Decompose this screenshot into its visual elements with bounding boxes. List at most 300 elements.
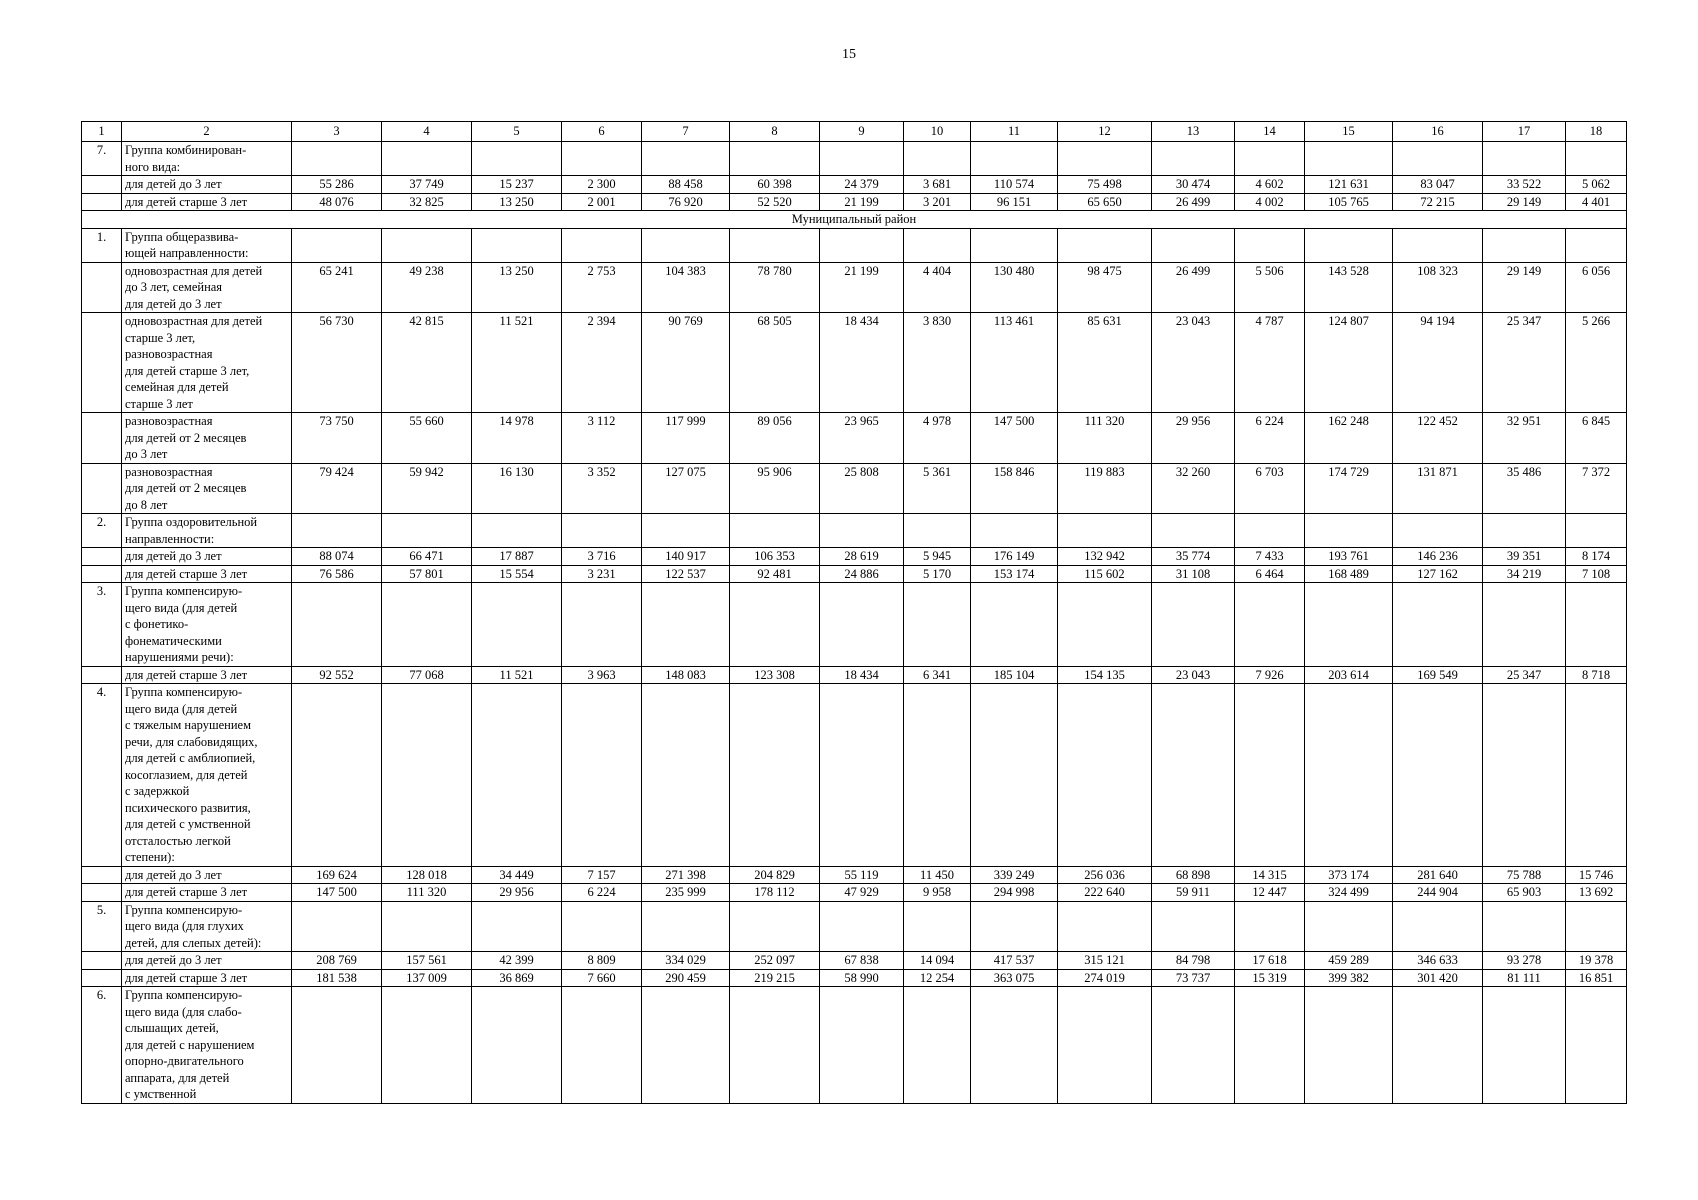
- value-cell: [904, 514, 971, 548]
- value-cell: 65 241: [292, 262, 382, 313]
- value-cell: 18 434: [820, 313, 904, 413]
- row-index: [82, 262, 122, 313]
- column-number-row: [82, 122, 1627, 142]
- value-cell: [642, 901, 730, 952]
- value-cell: [1058, 228, 1152, 262]
- value-cell: 28 619: [820, 548, 904, 566]
- value-cell: 42 815: [382, 313, 472, 413]
- value-cell: 15 319: [1235, 969, 1305, 987]
- value-cell: 162 248: [1305, 413, 1393, 464]
- value-cell: 203 614: [1305, 666, 1393, 684]
- value-cell: 81 111: [1483, 969, 1566, 987]
- value-cell: 14 315: [1235, 866, 1305, 884]
- value-cell: [904, 684, 971, 867]
- value-cell: 48 076: [292, 193, 382, 211]
- value-cell: [904, 987, 971, 1104]
- value-cell: 143 528: [1305, 262, 1393, 313]
- section-row: [82, 211, 1627, 229]
- value-cell: 15 237: [472, 176, 562, 194]
- value-cell: 93 278: [1483, 952, 1566, 970]
- value-cell: [472, 514, 562, 548]
- row-label: разновозрастная для детей от 2 месяцев до 3 лет: [122, 413, 292, 464]
- value-cell: [1483, 684, 1566, 867]
- table-row: [82, 666, 1627, 684]
- value-cell: [730, 228, 820, 262]
- value-cell: 281 640: [1393, 866, 1483, 884]
- value-cell: [1566, 987, 1627, 1104]
- value-cell: 106 353: [730, 548, 820, 566]
- column-number-cell: 2: [122, 122, 292, 142]
- value-cell: 324 499: [1305, 884, 1393, 902]
- value-cell: 147 500: [292, 884, 382, 902]
- value-cell: 7 108: [1566, 565, 1627, 583]
- value-cell: 23 965: [820, 413, 904, 464]
- value-cell: 122 537: [642, 565, 730, 583]
- value-cell: 34 219: [1483, 565, 1566, 583]
- value-cell: 55 660: [382, 413, 472, 464]
- group-header-row: [82, 901, 1627, 952]
- value-cell: [562, 987, 642, 1104]
- value-cell: [1152, 987, 1235, 1104]
- row-index: [82, 565, 122, 583]
- row-index: [82, 176, 122, 194]
- value-cell: [971, 583, 1058, 667]
- row-index: [82, 193, 122, 211]
- value-cell: 178 112: [730, 884, 820, 902]
- column-number-cell: 3: [292, 122, 382, 142]
- value-cell: 37 749: [382, 176, 472, 194]
- value-cell: 52 520: [730, 193, 820, 211]
- value-cell: [1483, 987, 1566, 1104]
- row-label: для детей до 3 лет: [122, 866, 292, 884]
- value-cell: [472, 228, 562, 262]
- value-cell: 4 602: [1235, 176, 1305, 194]
- value-cell: 7 660: [562, 969, 642, 987]
- value-cell: 16 851: [1566, 969, 1627, 987]
- value-cell: 334 029: [642, 952, 730, 970]
- group-label: Группа компенсирую- щего вида (для глухих детей, для слепых детей):: [122, 901, 292, 952]
- value-cell: 6 056: [1566, 262, 1627, 313]
- value-cell: [472, 142, 562, 176]
- row-index: [82, 952, 122, 970]
- value-cell: 96 151: [971, 193, 1058, 211]
- value-cell: 301 420: [1393, 969, 1483, 987]
- value-cell: 5 266: [1566, 313, 1627, 413]
- value-cell: 168 489: [1305, 565, 1393, 583]
- value-cell: 92 552: [292, 666, 382, 684]
- group-label: Группа компенсирую- щего вида (для детей с фонетико- фонематическими нарушениями речи):: [122, 583, 292, 667]
- table-row: [82, 413, 1627, 464]
- value-cell: 185 104: [971, 666, 1058, 684]
- value-cell: 12 254: [904, 969, 971, 987]
- value-cell: [642, 987, 730, 1104]
- value-cell: 35 774: [1152, 548, 1235, 566]
- value-cell: [1483, 901, 1566, 952]
- value-cell: 3 830: [904, 313, 971, 413]
- value-cell: [1305, 142, 1393, 176]
- column-number-cell: 12: [1058, 122, 1152, 142]
- value-cell: 235 999: [642, 884, 730, 902]
- value-cell: 121 631: [1305, 176, 1393, 194]
- row-label: для детей старше 3 лет: [122, 565, 292, 583]
- value-cell: 13 250: [472, 262, 562, 313]
- value-cell: 127 075: [642, 463, 730, 514]
- value-cell: [1235, 583, 1305, 667]
- value-cell: [292, 514, 382, 548]
- value-cell: 88 074: [292, 548, 382, 566]
- row-label: для детей старше 3 лет: [122, 193, 292, 211]
- row-index: 6.: [82, 987, 122, 1104]
- value-cell: 90 769: [642, 313, 730, 413]
- value-cell: 65 903: [1483, 884, 1566, 902]
- value-cell: 84 798: [1152, 952, 1235, 970]
- value-cell: 13 692: [1566, 884, 1627, 902]
- value-cell: [292, 684, 382, 867]
- row-label: для детей старше 3 лет: [122, 969, 292, 987]
- value-cell: [1566, 583, 1627, 667]
- value-cell: 294 998: [971, 884, 1058, 902]
- value-cell: 148 083: [642, 666, 730, 684]
- value-cell: 76 920: [642, 193, 730, 211]
- value-cell: 6 464: [1235, 565, 1305, 583]
- value-cell: 83 047: [1393, 176, 1483, 194]
- value-cell: 157 561: [382, 952, 472, 970]
- row-index: [82, 413, 122, 464]
- value-cell: 6 224: [1235, 413, 1305, 464]
- value-cell: 55 119: [820, 866, 904, 884]
- value-cell: [820, 142, 904, 176]
- value-cell: [1235, 142, 1305, 176]
- value-cell: 6 845: [1566, 413, 1627, 464]
- value-cell: 17 618: [1235, 952, 1305, 970]
- value-cell: 7 433: [1235, 548, 1305, 566]
- value-cell: [904, 142, 971, 176]
- column-number-cell: 1: [82, 122, 122, 142]
- value-cell: [971, 514, 1058, 548]
- value-cell: 75 788: [1483, 866, 1566, 884]
- value-cell: [971, 901, 1058, 952]
- table-row: [82, 969, 1627, 987]
- value-cell: 55 286: [292, 176, 382, 194]
- value-cell: 88 458: [642, 176, 730, 194]
- value-cell: 244 904: [1393, 884, 1483, 902]
- column-number-cell: 4: [382, 122, 472, 142]
- value-cell: 123 308: [730, 666, 820, 684]
- value-cell: 339 249: [971, 866, 1058, 884]
- value-cell: 7 926: [1235, 666, 1305, 684]
- value-cell: 17 887: [472, 548, 562, 566]
- row-label: одновозрастная для детей старше 3 лет, разновозрастная для детей старше 3 лет, семейная для детей старше 3 лет: [122, 313, 292, 413]
- value-cell: 23 043: [1152, 666, 1235, 684]
- value-cell: 274 019: [1058, 969, 1152, 987]
- value-cell: [971, 684, 1058, 867]
- value-cell: 5 170: [904, 565, 971, 583]
- column-number-cell: 9: [820, 122, 904, 142]
- value-cell: 16 130: [472, 463, 562, 514]
- value-cell: [730, 583, 820, 667]
- row-index: [82, 884, 122, 902]
- value-cell: [1152, 142, 1235, 176]
- value-cell: 127 162: [1393, 565, 1483, 583]
- table-row: [82, 548, 1627, 566]
- value-cell: 193 761: [1305, 548, 1393, 566]
- value-cell: 36 869: [472, 969, 562, 987]
- column-number-cell: 15: [1305, 122, 1393, 142]
- value-cell: [971, 228, 1058, 262]
- value-cell: [1483, 228, 1566, 262]
- value-cell: [562, 228, 642, 262]
- value-cell: 25 808: [820, 463, 904, 514]
- value-cell: 169 549: [1393, 666, 1483, 684]
- group-header-row: [82, 228, 1627, 262]
- value-cell: 146 236: [1393, 548, 1483, 566]
- value-cell: 18 434: [820, 666, 904, 684]
- group-label: Группа компенсирую- щего вида (для слабо- слышащих детей, для детей с нарушением опорно-двигательного аппарата, для детей с умственной: [122, 987, 292, 1104]
- row-index: [82, 313, 122, 413]
- group-header-row: [82, 987, 1627, 1104]
- value-cell: 23 043: [1152, 313, 1235, 413]
- row-label: для детей до 3 лет: [122, 952, 292, 970]
- value-cell: 6 703: [1235, 463, 1305, 514]
- value-cell: 111 320: [1058, 413, 1152, 464]
- value-cell: 73 750: [292, 413, 382, 464]
- value-cell: 32 825: [382, 193, 472, 211]
- value-cell: [382, 228, 472, 262]
- table-row: [82, 952, 1627, 970]
- value-cell: [1305, 228, 1393, 262]
- value-cell: [472, 684, 562, 867]
- row-index: 3.: [82, 583, 122, 667]
- group-header-row: [82, 583, 1627, 667]
- table-row: [82, 565, 1627, 583]
- value-cell: 95 906: [730, 463, 820, 514]
- row-index: 1.: [82, 228, 122, 262]
- value-cell: [472, 583, 562, 667]
- value-cell: [1566, 142, 1627, 176]
- value-cell: 204 829: [730, 866, 820, 884]
- value-cell: 89 056: [730, 413, 820, 464]
- value-cell: [820, 514, 904, 548]
- value-cell: 158 846: [971, 463, 1058, 514]
- value-cell: [730, 901, 820, 952]
- value-cell: 5 361: [904, 463, 971, 514]
- row-index: 7.: [82, 142, 122, 176]
- value-cell: 49 238: [382, 262, 472, 313]
- value-cell: 108 323: [1393, 262, 1483, 313]
- value-cell: 21 199: [820, 262, 904, 313]
- value-cell: 15 554: [472, 565, 562, 583]
- value-cell: [562, 583, 642, 667]
- value-cell: 132 942: [1058, 548, 1152, 566]
- value-cell: [820, 684, 904, 867]
- value-cell: [382, 514, 472, 548]
- value-cell: [562, 684, 642, 867]
- value-cell: [820, 901, 904, 952]
- group-header-row: [82, 684, 1627, 867]
- value-cell: 26 499: [1152, 262, 1235, 313]
- value-cell: 3 201: [904, 193, 971, 211]
- value-cell: 25 347: [1483, 666, 1566, 684]
- row-index: [82, 866, 122, 884]
- value-cell: [562, 142, 642, 176]
- table-row: [82, 176, 1627, 194]
- value-cell: [642, 514, 730, 548]
- value-cell: 35 486: [1483, 463, 1566, 514]
- value-cell: 29 149: [1483, 262, 1566, 313]
- value-cell: 59 942: [382, 463, 472, 514]
- value-cell: 5 062: [1566, 176, 1627, 194]
- value-cell: [1305, 901, 1393, 952]
- row-label: для детей старше 3 лет: [122, 884, 292, 902]
- value-cell: [820, 987, 904, 1104]
- budget-table: [81, 121, 1627, 1104]
- value-cell: 68 505: [730, 313, 820, 413]
- value-cell: 4 401: [1566, 193, 1627, 211]
- value-cell: [1058, 583, 1152, 667]
- table-row: [82, 313, 1627, 413]
- row-index: 2.: [82, 514, 122, 548]
- value-cell: 8 718: [1566, 666, 1627, 684]
- value-cell: [562, 901, 642, 952]
- value-cell: 56 730: [292, 313, 382, 413]
- value-cell: 2 753: [562, 262, 642, 313]
- value-cell: [730, 514, 820, 548]
- value-cell: 117 999: [642, 413, 730, 464]
- value-cell: [1152, 583, 1235, 667]
- value-cell: 68 898: [1152, 866, 1235, 884]
- value-cell: 131 871: [1393, 463, 1483, 514]
- row-label: для детей до 3 лет: [122, 176, 292, 194]
- value-cell: [642, 684, 730, 867]
- value-cell: [1483, 583, 1566, 667]
- value-cell: [1152, 228, 1235, 262]
- value-cell: [1393, 987, 1483, 1104]
- value-cell: [1566, 514, 1627, 548]
- value-cell: 153 174: [971, 565, 1058, 583]
- value-cell: 2 394: [562, 313, 642, 413]
- value-cell: [1566, 228, 1627, 262]
- value-cell: [1305, 987, 1393, 1104]
- value-cell: 208 769: [292, 952, 382, 970]
- value-cell: 417 537: [971, 952, 1058, 970]
- value-cell: 92 481: [730, 565, 820, 583]
- value-cell: 154 135: [1058, 666, 1152, 684]
- value-cell: [1305, 514, 1393, 548]
- column-number-cell: 5: [472, 122, 562, 142]
- value-cell: 47 929: [820, 884, 904, 902]
- value-cell: 3 716: [562, 548, 642, 566]
- value-cell: [292, 987, 382, 1104]
- value-cell: 11 521: [472, 666, 562, 684]
- value-cell: 137 009: [382, 969, 472, 987]
- value-cell: [642, 228, 730, 262]
- value-cell: [382, 583, 472, 667]
- value-cell: 4 978: [904, 413, 971, 464]
- value-cell: 29 956: [472, 884, 562, 902]
- row-index: [82, 666, 122, 684]
- value-cell: 65 650: [1058, 193, 1152, 211]
- value-cell: 73 737: [1152, 969, 1235, 987]
- value-cell: [292, 583, 382, 667]
- value-cell: 21 199: [820, 193, 904, 211]
- value-cell: 4 404: [904, 262, 971, 313]
- value-cell: 94 194: [1393, 313, 1483, 413]
- value-cell: [1393, 142, 1483, 176]
- value-cell: 42 399: [472, 952, 562, 970]
- column-number-cell: 11: [971, 122, 1058, 142]
- value-cell: 115 602: [1058, 565, 1152, 583]
- value-cell: 11 521: [472, 313, 562, 413]
- value-cell: 30 474: [1152, 176, 1235, 194]
- value-cell: 7 157: [562, 866, 642, 884]
- value-cell: 58 990: [820, 969, 904, 987]
- value-cell: [1152, 684, 1235, 867]
- value-cell: [1305, 583, 1393, 667]
- value-cell: [1393, 514, 1483, 548]
- value-cell: [1058, 514, 1152, 548]
- value-cell: [820, 583, 904, 667]
- page-number: 15: [842, 47, 856, 62]
- value-cell: [472, 987, 562, 1104]
- group-header-row: [82, 142, 1627, 176]
- value-cell: 113 461: [971, 313, 1058, 413]
- value-cell: 5 945: [904, 548, 971, 566]
- row-label: разновозрастная для детей от 2 месяцев до 8 лет: [122, 463, 292, 514]
- value-cell: [292, 142, 382, 176]
- column-number-cell: 13: [1152, 122, 1235, 142]
- row-label: для детей до 3 лет: [122, 548, 292, 566]
- value-cell: 4 002: [1235, 193, 1305, 211]
- value-cell: 3 963: [562, 666, 642, 684]
- row-label: одновозрастная для детей до 3 лет, семейная для детей до 3 лет: [122, 262, 292, 313]
- group-label: Группа общеразвива- ющей направленности:: [122, 228, 292, 262]
- row-index: [82, 463, 122, 514]
- value-cell: 26 499: [1152, 193, 1235, 211]
- value-cell: 105 765: [1305, 193, 1393, 211]
- value-cell: [1058, 142, 1152, 176]
- value-cell: 3 352: [562, 463, 642, 514]
- value-cell: 79 424: [292, 463, 382, 514]
- group-header-row: [82, 514, 1627, 548]
- value-cell: 59 911: [1152, 884, 1235, 902]
- value-cell: 57 801: [382, 565, 472, 583]
- value-cell: [1235, 514, 1305, 548]
- value-cell: [820, 228, 904, 262]
- value-cell: [1393, 228, 1483, 262]
- group-label: Группа комбинирован- ного вида:: [122, 142, 292, 176]
- row-index: [82, 969, 122, 987]
- value-cell: 110 574: [971, 176, 1058, 194]
- value-cell: 2 001: [562, 193, 642, 211]
- value-cell: [1235, 684, 1305, 867]
- value-cell: [730, 987, 820, 1104]
- value-cell: 119 883: [1058, 463, 1152, 514]
- row-index: 5.: [82, 901, 122, 952]
- column-number-cell: 14: [1235, 122, 1305, 142]
- value-cell: 315 121: [1058, 952, 1152, 970]
- value-cell: 169 624: [292, 866, 382, 884]
- section-title: Муниципальный район: [82, 211, 1627, 229]
- group-label: Группа компенсирую- щего вида (для детей с тяжелым нарушением речи, для слабовидящих, для детей с амблиопией, косоглазием, для детей с задержкой психического развития, для детей с умственной отсталостью легкой степени):: [122, 684, 292, 867]
- value-cell: 252 097: [730, 952, 820, 970]
- value-cell: [472, 901, 562, 952]
- value-cell: 373 174: [1305, 866, 1393, 884]
- value-cell: 31 108: [1152, 565, 1235, 583]
- value-cell: [642, 142, 730, 176]
- value-cell: 459 289: [1305, 952, 1393, 970]
- column-number-cell: 7: [642, 122, 730, 142]
- row-index: [82, 548, 122, 566]
